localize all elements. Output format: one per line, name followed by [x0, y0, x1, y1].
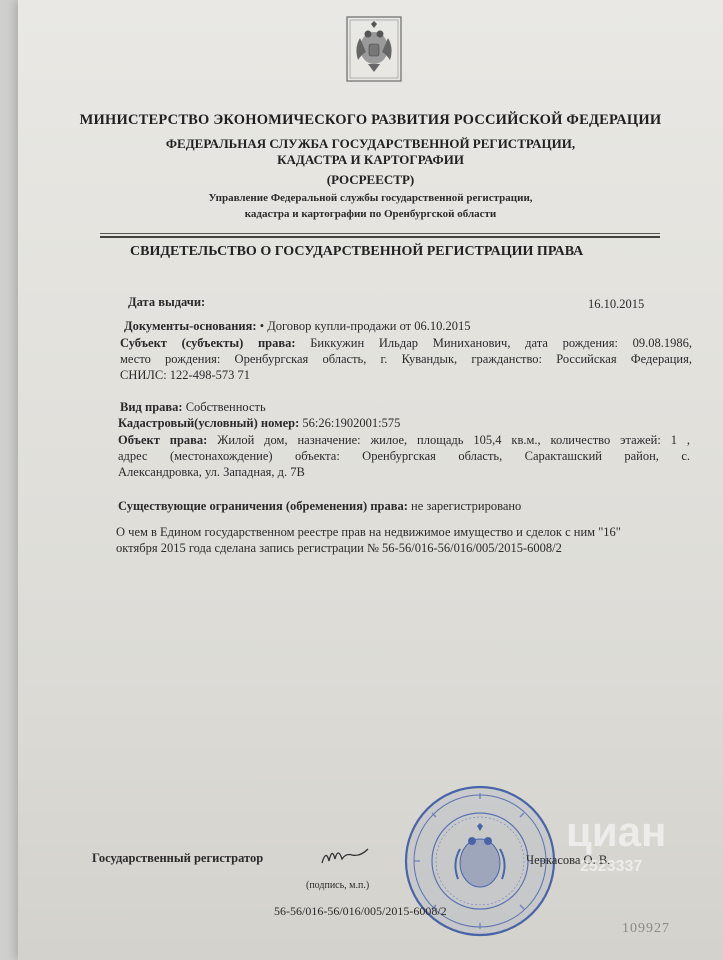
watermark-brand: циан — [566, 808, 667, 855]
signature — [318, 845, 378, 869]
certificate-sheet — [18, 0, 723, 960]
record-line1: О чем в Едином государственном реестре прав на недвижимое имущество и сделок с ним "16" — [116, 525, 621, 539]
basis-row — [124, 318, 471, 334]
divider-bottom — [100, 236, 660, 238]
coat-of-arms-emblem — [344, 14, 404, 84]
serial-number: 109927 — [622, 921, 670, 936]
basis-value: • Договор купли-продажи от 06.10.2015 — [259, 319, 471, 333]
service-heading — [18, 136, 723, 168]
subject-value-line2: место рождения: Оренбургская область, г. Кувандык, гражданство: Российская Федерация, — [120, 352, 692, 366]
restrictions-row — [118, 498, 521, 514]
issue-date-label: Дата выдачи: — [128, 295, 206, 309]
subject-value-line1: Биккужин Ильдар Миниханович, дата рождения: 09.08.1986, — [310, 336, 693, 350]
watermark-id: 2523337 — [580, 858, 643, 875]
subject-row — [120, 335, 692, 351]
object-value-line3: Александровка, ул. Западная, д. 7В — [118, 465, 305, 479]
right-type-row — [120, 399, 266, 415]
document-title: СВИДЕТЕЛЬСТВО О ГОСУДАРСТВЕННОЙ РЕГИСТРАЦИИ ПРАВА — [130, 244, 584, 259]
object-value-line2: адрес (местонахождение) объекта: Оренбургская область, Саракташский район, с. — [118, 449, 690, 463]
cadastral-label: Кадастровый(условный) номер: — [118, 416, 300, 430]
department-heading — [18, 190, 723, 222]
divider-top — [100, 233, 660, 234]
cadastral-value: 56:26:1902001:575 — [302, 416, 401, 430]
right-type-label: Вид права: — [120, 400, 183, 414]
subject-value-line3: СНИЛС: 122-498-573 71 — [120, 368, 251, 382]
department-heading-line1: Управление Федеральной службы государственной регистрации, — [208, 192, 533, 204]
record-number-footer: 56-56/016-56/016/005/2015-6008/2 — [274, 904, 447, 918]
restrictions-label: Существующие ограничения (обременения) права: — [118, 499, 408, 513]
right-type-value: Собственность — [185, 400, 266, 414]
subject-label: Субъект (субъекты) права: — [120, 336, 296, 350]
issue-date-value: 16.10.2015 — [588, 297, 645, 311]
record-line2: октября 2015 года сделана запись регистрации № 56-56/016-56/016/005/2015-6008/2 — [116, 541, 562, 555]
cadastral-row — [118, 415, 400, 431]
department-heading-line2: кадастра и картографии по Оренбургской области — [244, 208, 497, 220]
service-heading-line1: ФЕДЕРАЛЬНАЯ СЛУЖБА ГОСУДАРСТВЕННОЙ РЕГИСТРАЦИИ, — [165, 136, 576, 151]
basis-label: Документы-основания: — [124, 319, 257, 333]
registrar-name: Черкасова О. В. — [526, 853, 611, 867]
registrar-label: Государственный регистратор — [92, 851, 264, 865]
signature-hint: (подпись, м.п.) — [306, 880, 370, 891]
object-value-line1: Жилой дом, назначение: жилое, площадь 105,4 кв.м., количество этажей: 1 , — [217, 433, 690, 447]
restrictions-value: не зарегистрировано — [411, 499, 522, 513]
rosreestr-acronym: (РОСРЕЕСТР) — [326, 172, 415, 187]
object-row — [118, 432, 690, 448]
object-label: Объект права: — [118, 433, 208, 447]
ministry-heading: МИНИСТЕРСТВО ЭКОНОМИЧЕСКОГО РАЗВИТИЯ РОССИЙСКОЙ ФЕДЕРАЦИИ — [79, 112, 662, 128]
service-heading-line2: КАДАСТРА И КАРТОГРАФИИ — [277, 152, 464, 167]
